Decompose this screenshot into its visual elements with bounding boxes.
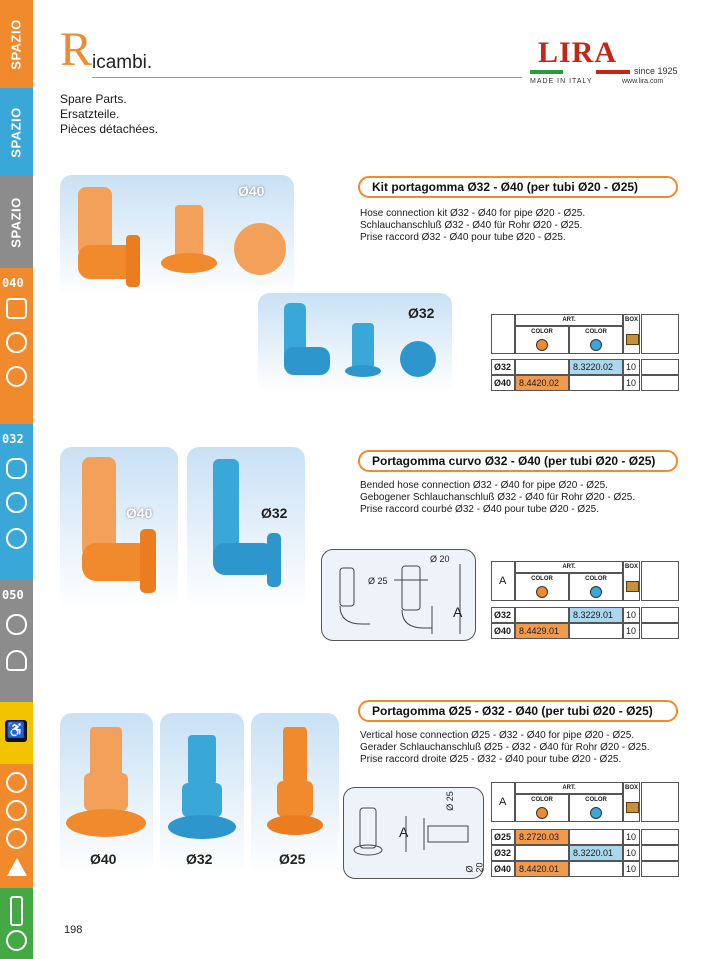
valve-icon: [6, 930, 27, 951]
table-corner: [491, 314, 515, 354]
color-header-label: COLOR: [531, 797, 553, 803]
desc-fr: Prise raccord courbé Ø32 - Ø40 pour tube Ø20 - Ø25.: [360, 504, 600, 515]
photo-diameter-label: Ø40: [126, 505, 153, 521]
siphon-icon: [6, 332, 27, 353]
orange-swatch-icon: [536, 586, 548, 598]
section-description: [360, 208, 585, 244]
brand-name: LIRA: [538, 36, 618, 69]
article-orange: 8.4420.02: [515, 375, 569, 391]
blank-cell: [641, 861, 679, 877]
box-qty: 10: [623, 359, 640, 375]
blue-swatch-icon: [590, 586, 602, 598]
product-photo-straight-d25: [251, 713, 339, 875]
bottle-trap-icon: [6, 366, 27, 387]
row-diameter: Ø32: [491, 845, 515, 861]
dimension-label: Ø 20: [430, 554, 450, 564]
article-blue: 8.3220.02: [569, 359, 623, 375]
row-diameter: Ø40: [491, 623, 515, 639]
article-blue: [569, 623, 623, 639]
article-table-curved: [491, 561, 679, 641]
section-title-kit: Kit portagomma Ø32 - Ø40 (per tubi Ø20 - Ø25): [358, 176, 678, 198]
desc-de: Gebogener Schlauchanschluß Ø32 - Ø40 für Rohr Ø20 - Ø25.: [360, 492, 636, 503]
sidebar-tab-032[interactable]: [0, 424, 33, 580]
blank-cell: [641, 623, 679, 639]
row-diameter: Ø40: [491, 375, 515, 391]
section-description: [360, 480, 635, 516]
chef-icon: [6, 650, 27, 671]
sidebar-code: 032: [2, 432, 24, 446]
article-orange: 8.4420.01: [515, 861, 569, 877]
article-table-kit: [491, 314, 679, 394]
drain-icon: [6, 772, 27, 793]
blue-swatch-icon: [590, 339, 602, 351]
technical-drawing-curved: [321, 549, 476, 641]
product-photo-kit-d40: [60, 175, 294, 297]
photo-diameter-label: Ø25: [279, 851, 306, 867]
dimension-label: Ø 20: [464, 862, 485, 873]
box-qty: 10: [623, 623, 640, 639]
siphon-icon: [6, 614, 27, 635]
article-blue: 8.3229.01: [569, 607, 623, 623]
desc-de: Schlauchanschluß Ø32 - Ø40 für Rohr Ø20 - Ø25.: [360, 220, 583, 231]
blue-elbow-illustration: [187, 447, 305, 609]
color-header-label: COLOR: [585, 576, 607, 582]
desc-fr: Prise raccord Ø32 - Ø40 pour tube Ø20 - Ø25.: [360, 232, 566, 243]
brand-since: since 1925: [634, 66, 678, 76]
article-table-straight: [491, 782, 679, 878]
technical-drawing-straight: [343, 787, 484, 879]
row-diameter: Ø40: [491, 861, 515, 877]
sidebar-tab-drains[interactable]: [0, 764, 33, 888]
art-header: ART.: [515, 561, 623, 573]
art-header: ART.: [515, 782, 623, 794]
dimension-label: Ø 25: [368, 576, 388, 586]
blue-swatch-icon: [590, 807, 602, 819]
brand-logo: [530, 36, 680, 86]
box-header-label: BOX: [624, 785, 638, 791]
box-icon: [626, 334, 639, 345]
subtitle-en: Spare Parts.: [60, 92, 127, 106]
header-divider: [92, 77, 522, 78]
product-photo-straight-d32: [160, 713, 244, 875]
elbow-drawing-illustration: [322, 550, 477, 642]
desc-de: Gerader Schlauchanschluß Ø25 - Ø32 - Ø40 für Rohr Ø20 - Ø25.: [360, 742, 650, 753]
product-photo-kit-d32: [258, 293, 452, 393]
row-diameter: Ø25: [491, 829, 515, 845]
page-title-initial: R: [60, 23, 93, 76]
blank-cell: [641, 359, 679, 375]
strainer-icon: [6, 828, 27, 849]
box-qty: 10: [623, 861, 640, 877]
sidebar-tab-spazio-blue[interactable]: [0, 88, 33, 176]
article-orange: 8.2720.03: [515, 829, 569, 845]
color-header-label: COLOR: [531, 576, 553, 582]
bottle-trap-icon: [6, 528, 27, 549]
sidebar-label: SPAZIO: [9, 18, 24, 70]
article-blue: [569, 861, 623, 877]
photo-diameter-label: Ø40: [90, 851, 117, 867]
color-header-label: COLOR: [585, 329, 607, 335]
photo-diameter-label: Ø40: [238, 183, 265, 199]
box-qty: 10: [623, 829, 640, 845]
color-header-label: COLOR: [531, 329, 553, 335]
photo-diameter-label: Ø32: [408, 305, 435, 321]
siphon-icon: [6, 492, 27, 513]
product-photo-curved-d32: [187, 447, 305, 609]
dimension-a-label: A: [399, 824, 409, 840]
photo-diameter-label: Ø32: [261, 505, 288, 521]
blank-cell: [641, 829, 679, 845]
pipe-icon: [10, 896, 23, 926]
article-orange: [515, 359, 569, 375]
table-dim-a: A: [491, 782, 515, 822]
article-blue: [569, 829, 623, 845]
blank-header-cell: [641, 561, 679, 601]
art-header: ART.: [515, 314, 623, 326]
row-diameter: Ø32: [491, 359, 515, 375]
washbasin-icon: [6, 458, 27, 479]
product-photo-curved-d40: [60, 447, 178, 609]
blank-cell: [641, 607, 679, 623]
box-icon: [626, 802, 639, 813]
article-blue: 8.3220.01: [569, 845, 623, 861]
page-number: 198: [64, 924, 83, 936]
desc-en: Bended hose connection Ø32 - Ø40 for pipe Ø20 - Ø25.: [360, 480, 608, 491]
page-title: icambi.: [92, 52, 153, 73]
blank-cell: [641, 845, 679, 861]
desc-en: Vertical hose connection Ø25 - Ø32 - Ø40 for pipe Ø20 - Ø25.: [360, 730, 635, 741]
cone-icon: [7, 858, 27, 876]
wheelchair-icon: ♿: [5, 720, 27, 742]
orange-swatch-icon: [536, 339, 548, 351]
page-subtitles: [60, 92, 158, 137]
sidebar-code: 040: [2, 276, 24, 290]
sidebar-tab-040[interactable]: [0, 268, 33, 424]
desc-fr: Prise raccord droite Ø25 - Ø32 - Ø40 pour tube Ø20 - Ø25.: [360, 754, 622, 765]
row-diameter: Ø32: [491, 607, 515, 623]
product-photo-straight-d40: [60, 713, 153, 875]
article-blue: [569, 375, 623, 391]
box-qty: 10: [623, 845, 640, 861]
made-in-italy: MADE IN ITALY: [530, 78, 593, 85]
section-title-curved: Portagomma curvo Ø32 - Ø40 (per tubi Ø20 - Ø25): [358, 450, 678, 472]
box-qty: 10: [623, 375, 640, 391]
article-orange: 8.4429.01: [515, 623, 569, 639]
section-description: [360, 730, 650, 766]
sidebar-tab-spazio-orange[interactable]: [0, 0, 33, 88]
sidebar-tab-spazio-grey[interactable]: [0, 176, 33, 268]
sink-icon: [6, 298, 27, 319]
subtitle-de: Ersatzteile.: [60, 107, 120, 121]
article-orange: [515, 845, 569, 861]
sidebar-label: SPAZIO: [9, 196, 24, 248]
orange-swatch-icon: [536, 807, 548, 819]
orange-elbow-illustration: [60, 447, 178, 609]
dimension-label: Ø 25: [444, 791, 455, 811]
desc-en: Hose connection kit Ø32 - Ø40 for pipe Ø20 - Ø25.: [360, 208, 586, 219]
blank-header-cell: [641, 782, 679, 822]
box-header-label: BOX: [624, 564, 638, 570]
color-header-label: COLOR: [585, 797, 607, 803]
dimension-a-label: A: [453, 604, 463, 620]
article-orange: [515, 607, 569, 623]
table-dim-a: A: [491, 561, 515, 601]
italian-flag-stripe: [530, 70, 630, 74]
box-header-label: BOX: [624, 317, 638, 323]
subtitle-fr: Pièces détachées.: [60, 122, 159, 136]
drain-icon: [6, 800, 27, 821]
category-sidebar: [0, 0, 33, 959]
brand-url[interactable]: www.lira.com: [622, 78, 664, 85]
photo-diameter-label: Ø32: [186, 851, 213, 867]
blank-header-cell: [641, 314, 679, 354]
section-title-straight: Portagomma Ø25 - Ø32 - Ø40 (per tubi Ø20 - Ø25): [358, 700, 678, 722]
sidebar-code: 050: [2, 588, 24, 602]
sidebar-tab-050[interactable]: [0, 580, 33, 702]
blank-cell: [641, 375, 679, 391]
box-icon: [626, 581, 639, 592]
sidebar-tab-accessibility[interactable]: [0, 702, 33, 764]
sidebar-label: SPAZIO: [9, 106, 24, 158]
box-qty: 10: [623, 607, 640, 623]
sidebar-tab-valves[interactable]: [0, 888, 33, 959]
